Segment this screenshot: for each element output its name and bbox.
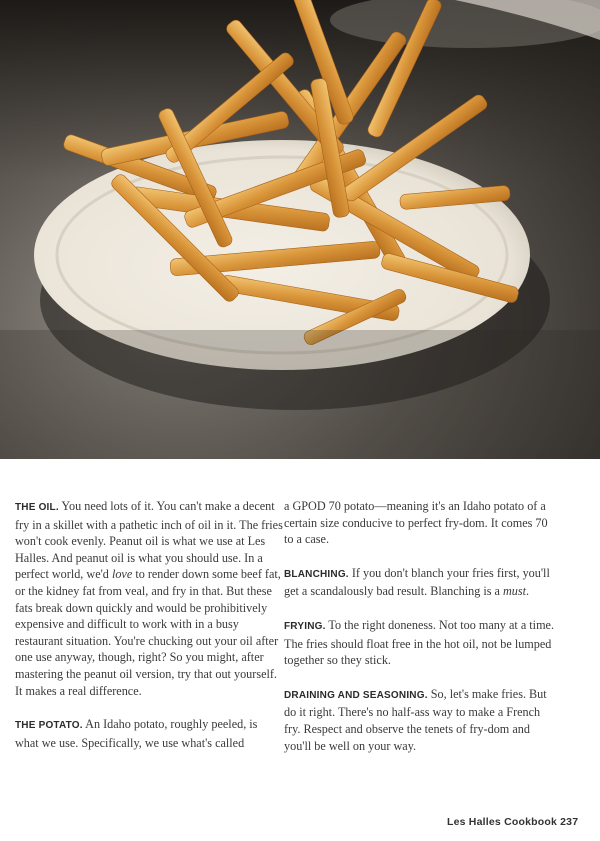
section-text: to render down some beef fat, or the kidney fat from veal, and fry in that. But these fats break down quickly and would be prohibitively expensive and difficult to work with in a busy restaurant situation. You're chucking out your oil after one use anyway, though, right? So you might, after mastering the peanut oil version, try that out yourself. It makes a real difference. xyxy=(15,567,281,698)
section-heading: DRAINING AND SEASONING. xyxy=(284,689,428,701)
emphasis-text: must xyxy=(502,584,527,599)
emphasis-text: love xyxy=(111,567,133,582)
section-frying xyxy=(284,617,556,669)
section-heading: THE POTATO. xyxy=(15,720,83,732)
section-text: . xyxy=(526,584,530,599)
section-text: If you don't blanch your fries first, you'll get a scandalously bad result. Blanching is a xyxy=(284,565,550,599)
section-text: To the right doneness. Not too many at a time. The fries should float free in the hot oil, not be lumped together so they stick. xyxy=(284,617,555,668)
section-potato xyxy=(15,716,283,751)
page-footer xyxy=(447,816,578,828)
section-text: An Idaho potato, roughly peeled, is what we use. Specifically, we use what's called xyxy=(15,717,258,750)
section-text: a GPOD 70 potato—meaning it's an Idaho potato of a certain size conducive to perfect fry-dom. It comes 70 to a case. xyxy=(284,499,548,547)
book-title: Les Halles Cookbook xyxy=(447,816,557,828)
section-text: You need lots of it. You can't make a decent fry in a skillet with a pathetic inch of oil in it. The fries won't cook evenly. Peanut oil is what we use at Les Halles. And peanut oil is what you should use. In a perfect world, we'd xyxy=(15,499,283,582)
section-heading: THE OIL. xyxy=(15,502,59,513)
section-potato-continued xyxy=(284,498,556,548)
section-blanching xyxy=(284,565,556,600)
section-oil xyxy=(15,498,283,699)
section-text: So, let's make fries. But do it right. There's no half-ass way to make a French fry. Respect and observe the tenets of fry-dom and you'll be well on your way. xyxy=(284,686,547,753)
page-number: 237 xyxy=(560,816,579,828)
left-column xyxy=(15,498,283,768)
section-heading: FRYING. xyxy=(284,620,326,632)
section-heading: BLANCHING. xyxy=(284,568,349,580)
right-column xyxy=(284,498,556,771)
section-draining xyxy=(284,686,556,754)
